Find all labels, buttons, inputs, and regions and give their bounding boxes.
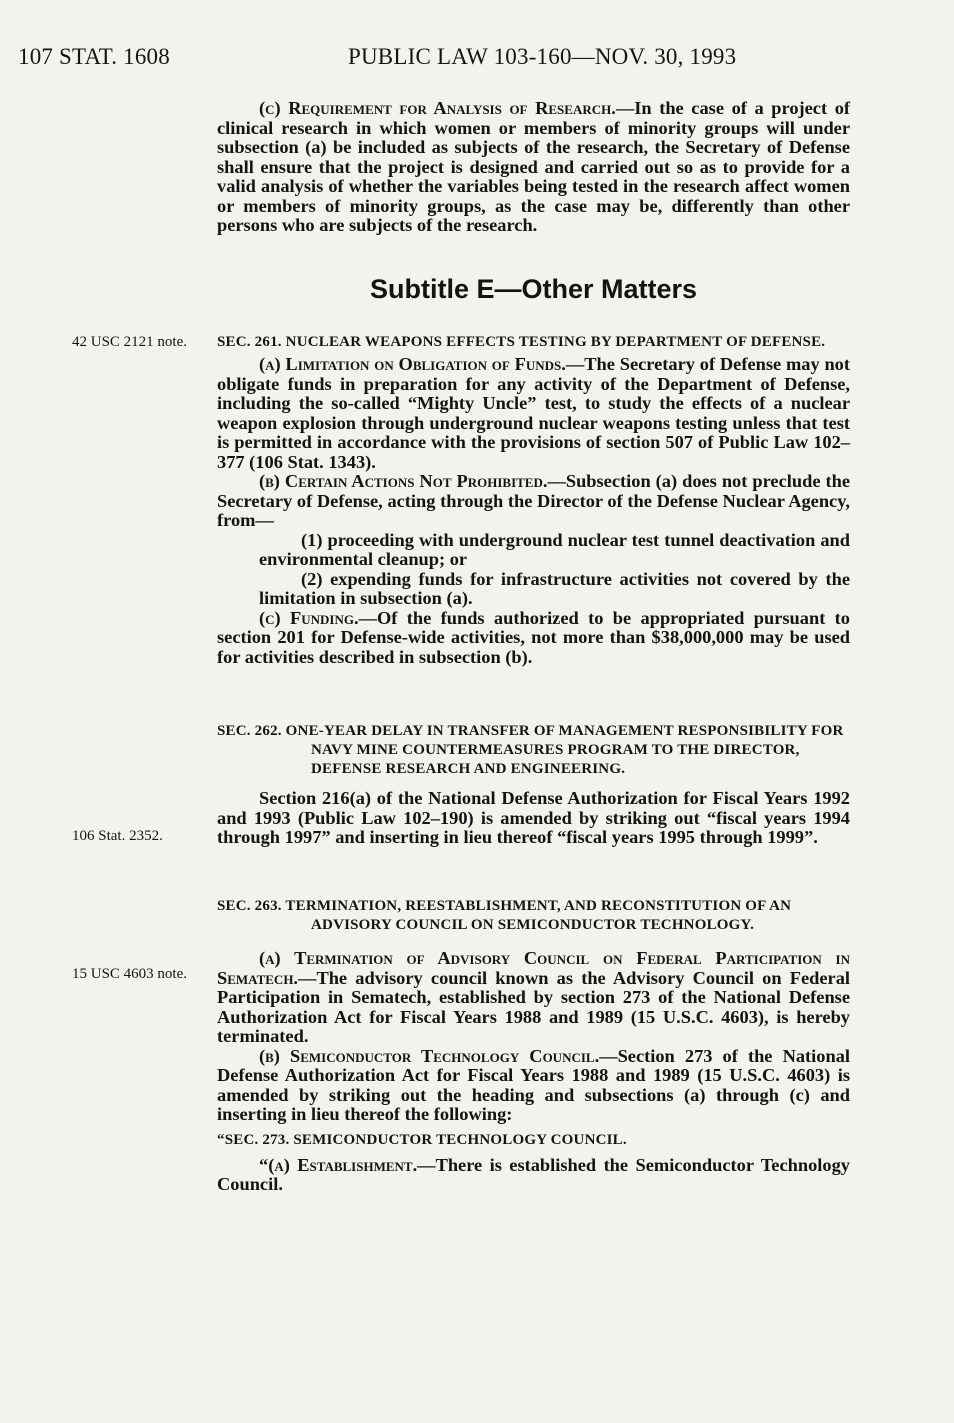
sec-261-a-text: —The Secretary of Defense may not obligate funds in preparation for any activity of the Department of Defense, including the so-called “Mighty Uncle” test, to study the effects of a nuclear weapon explosion through underground nuclear weapons testing unless that test is permitted in accordance with the provisions of section 507 of Public Law 102–377 (106 Stat. 1343). — [217, 354, 850, 472]
sec-273-quoted-heading: “SEC. 273. SEMICONDUCTOR TECHNOLOGY COUNCIL. — [217, 1131, 627, 1148]
sec-263-a-paragraph — [217, 949, 850, 1047]
sec-262-block — [217, 722, 850, 848]
sec-261-b1: (1) proceeding with underground nuclear test tunnel deactivation and environmental cleanup; or — [259, 529, 850, 569]
sec-261-c-heading: (c) Funding. — [259, 607, 359, 628]
margin-note-262: 106 Stat. 2352. — [72, 828, 163, 844]
stat-page-number: 107 STAT. 1608 — [18, 44, 170, 69]
sec-261-heading: SEC. 261. NUCLEAR WEAPONS EFFECTS TESTING BY DEPARTMENT OF DEFENSE. — [217, 334, 826, 350]
sec-262-heading: SEC. 262. ONE-YEAR DELAY IN TRANSFER OF MANAGEMENT RESPONSIBILITY FOR NAVY MINE COUNTERMEASURES PROGRAM TO THE DIRECTOR, DEFENSE RESEARCH AND ENGINEERING. — [217, 723, 844, 777]
sec-261-b-text: —Subsection (a) does not preclude the Secretary of Defense, acting through the Director of the Defense Nuclear Agency, from— — [217, 471, 850, 530]
public-law-title: PUBLIC LAW 103-160—NOV. 30, 1993 — [348, 44, 737, 69]
sec-263-a-heading: (a) Termination of Advisory Council on Federal Participation in Sematech. — [217, 948, 850, 988]
section-c-text: —In the case of a project of clinical research in which women or members of minority groups will under subsection (a) be included as subjects of the research, the Secretary of Defense shall ensure that the project is designed and carried out so as to provide for a valid analysis of whether the variables being tested in the research affect women or members of minority groups, as the case may be, differently than other persons who are subjects of the research. — [217, 98, 851, 235]
sec-263-heading: SEC. 263. TERMINATION, REESTABLISHMENT, AND RECONSTITUTION OF AN ADVISORY COUNCIL ON SEMICONDUCTOR TECHNOLOGY. — [217, 898, 792, 933]
sec-273-a-heading: “(a) Establishment. — [259, 1154, 418, 1175]
sec-263-b-paragraph — [217, 1047, 850, 1125]
sec-261-c-paragraph — [217, 609, 850, 668]
section-c-heading: (c) Requirement for Analysis of Research. — [259, 98, 616, 118]
sec-261-c-text: —Of the funds authorized to be appropriated pursuant to section 201 for Defense-wide activities, not more than $38,000,000 may be used for activities described in subsection (b). — [217, 607, 850, 667]
sec-261-a-heading: (a) Limitation on Obligation of Funds. — [259, 354, 566, 374]
sec-273-a-paragraph — [217, 1156, 850, 1195]
sec-261-b-heading: (b) Certain Actions Not Prohibited. — [259, 471, 548, 491]
section-c-paragraph — [217, 99, 850, 236]
sec-261-block — [217, 333, 850, 667]
sec-263-a-text: —The advisory council known as the Advisory Council on Federal Participation in Sematech, established by section 273 of the National Defense Authorization Act for Fiscal Years 1988 and 1989 (15 U.S.C. 4603), is hereby terminated. — [217, 967, 850, 1046]
sec-261-a-paragraph — [217, 355, 850, 472]
subtitle-heading: Subtitle E—Other Matters — [369, 274, 698, 304]
section-c-block — [217, 99, 850, 236]
margin-note-261: 42 USC 2121 note. — [72, 334, 188, 350]
sec-273-a-text: —There is established the Semiconductor Technology Council. — [217, 1154, 850, 1194]
margin-note-263: 15 USC 4603 note. — [72, 966, 188, 982]
sec-263-block — [217, 897, 850, 1195]
sec-263-b-heading: (b) Semiconductor Technology Council. — [259, 1045, 600, 1066]
sec-261-b-paragraph — [217, 472, 850, 531]
sec-262-text: Section 216(a) of the National Defense Authorization for Fiscal Years 1992 and 1993 (Public Law 102–190) is amended by striking out “fiscal years 1994 through 1997” and inserting in lieu thereof “fiscal years 1995 through 1999”. — [217, 788, 850, 847]
sec-263-b-text: —Section 273 of the National Defense Authorization Act for Fiscal Years 1988 and 1989 (15 U.S.C. 4603) is amended by striking out the heading and subsections (a) through (c) and inserting in lieu thereof the following: — [217, 1045, 851, 1124]
sec-261-b2: (2) expending funds for infrastructure activities not covered by the limitation in subsection (a). — [259, 568, 850, 608]
